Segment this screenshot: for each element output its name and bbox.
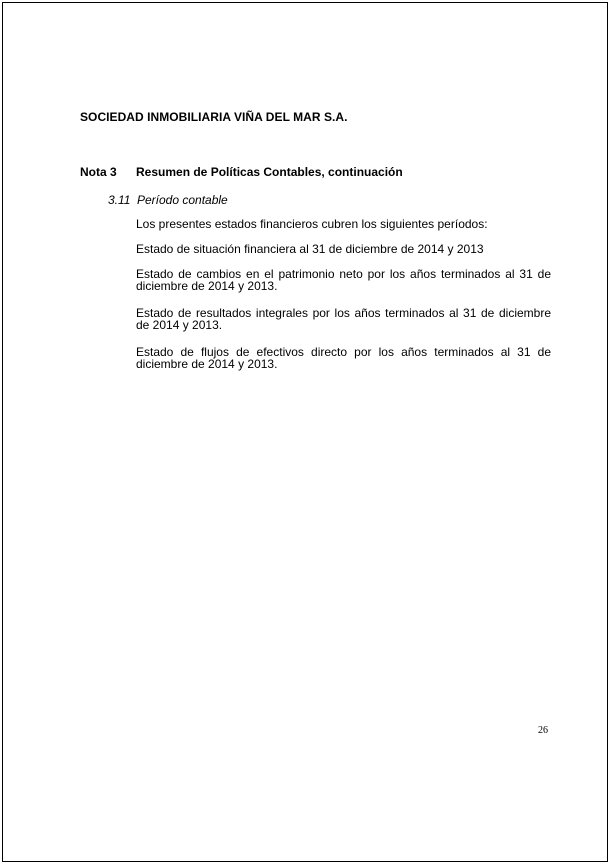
page-border [2,2,608,862]
subsection-number: 3.11 [108,193,131,207]
company-name: SOCIEDAD INMOBILIARIA VIÑA DEL MAR S.A. [80,110,348,124]
paragraph-intro: Los presentes estados financieros cubren los siguientes períodos: [136,217,488,231]
paragraph-cash-flows: Estado de flujos de efectivos directo por los años terminados al 31 de diciembre de 2014 y 2013. [136,345,551,371]
note-label: Nota 3 [80,165,117,179]
paragraph-changes-in-equity: Estado de cambios en el patrimonio neto por los años terminados al 31 de diciembre de 2014 y 2013. [136,267,551,293]
paragraph-financial-position: Estado de situación financiera al 31 de diciembre de 2014 y 2013 [136,242,484,256]
paragraph-comprehensive-income: Estado de resultados integrales por los años terminados al 31 de diciembre de 2014 y 2013. [136,306,551,332]
page-number: 26 [538,725,548,736]
subsection-title: Período contable [137,193,228,207]
note-title: Resumen de Políticas Contables, continuación [136,165,403,179]
